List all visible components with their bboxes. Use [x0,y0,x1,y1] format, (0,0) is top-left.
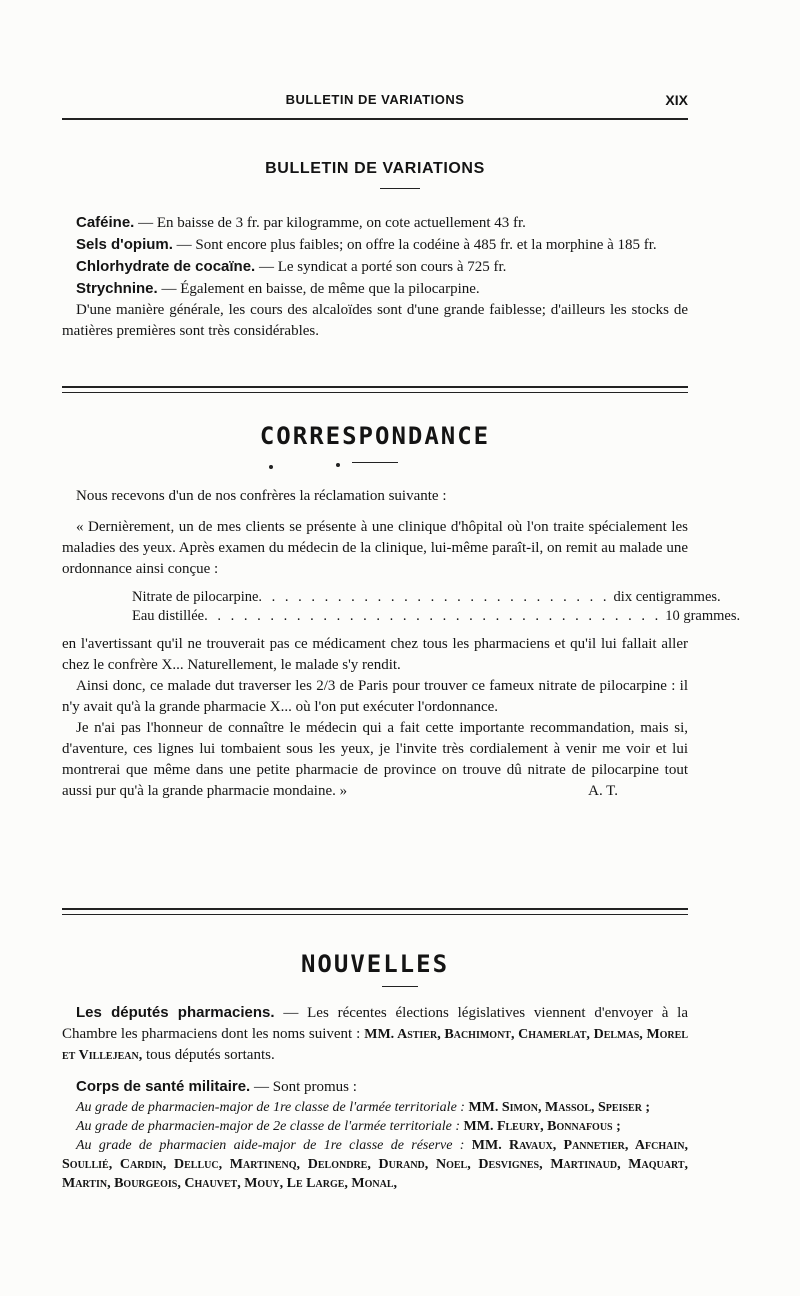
bulletin-heading: BULLETIN DE VARIATIONS [265,160,485,177]
section-divider [62,386,688,388]
news-item: Corps de santé militaire. — Sont promus : [76,1078,357,1095]
section-divider-thin [62,914,688,915]
correspondance-heading: CORRESPONDANCE [259,422,491,450]
bulletin-heading-rule [380,188,420,189]
correspondance-body [62,486,741,802]
nouvelles-heading-rule [382,986,418,987]
running-header [62,92,688,114]
prescription-line: Nitrate de pilocarpine . . . . . . . . . . . . . . . . . . . . . . . . . . . dix centigrammes. [132,589,721,605]
letter-paragraph: Je n'ai pas l'honneur de connaître le médecin qui a fait cette importante recommandation, mais si, d'aventure, ces lignes lui tombaient sous les yeux, je l'invite très cordialement à venir me voir et lui montrerai que même dans une petite pharmacie de province on trouve dû nitrate de pilocarpine tout aussi pur qu'à la grande pharmacie mondaine. » A. T. [62,718,688,802]
signature: A. T. [588,783,618,799]
news-item: Les députés pharmaciens. — Les récentes élections législatives viennent d'envoyer à la Chambre les pharmaciens dont les noms suivent : MM. Astier, Bachimont, Chamerlat, Delmas, Morel et Villejean, tous députés sortants. [62,1004,688,1063]
bulletin-item: Sels d'opium. — Sont encore plus faibles; on offre la codéine à 485 fr. et la morphine à 185 fr. [76,236,657,253]
bulletin-item: Chlorhydrate de cocaïne. — Le syndicat a porté son cours à 725 fr. [76,258,507,275]
correspondance-intro: Nous recevons d'un de nos confrères la réclamation suivante : [76,488,447,504]
ornament-dot [336,463,340,467]
page-number: XIX [665,92,688,108]
letter-paragraph: en l'avertissant qu'il ne trouverait pas ce médicament chez tous les pharmaciens et qu'il lui fallait aller chez le confrère X... Naturellement, le malade s'y rendit. [62,636,688,673]
prescription [62,588,741,626]
section-divider [62,908,688,910]
promotion: Au grade de pharmacien aide-major de 1re classe de réserve : MM. Ravaux, Pannetier, Afchain, Soullié, Cardin, Delluc, Martinenq, Delondre, Durand, Noel, Desvignes, Martinaud, Maquart, Martin, Bourgeois, Chauvet, Mouy, Le Large, Monal, [62,1138,688,1191]
letter-paragraph: « Dernièrement, un de mes clients se présente à une clinique d'hôpital où l'on traite spécialement les maladies des yeux. Après examen du médecin de la clinique, lui-même paraît-il, on remit au malade une ordonnance ainsi conçue : [62,519,688,577]
bulletin-item: Caféine. — En baisse de 3 fr. par kilogramme, on cote actuellement 43 fr. [76,214,526,231]
running-header-title: BULLETIN DE VARIATIONS [285,92,465,107]
promotion: Au grade de pharmacien-major de 1re classe de l'armée territoriale : MM. Simon, Massol, Speiser ; [76,1100,651,1115]
bulletin-closing: D'une manière générale, les cours des alcaloïdes sont d'une grande faiblesse; d'ailleurs les stocks de matières premières sont très considérables. [62,302,688,339]
header-rule [62,118,688,120]
correspondance-heading-rule [352,462,398,463]
letter-paragraph: Ainsi donc, ce malade dut traverser les 2/3 de Paris pour trouver ce fameux nitrate de pilocarpine : il n'y avait qu'à la grande pharmacie X... où l'on put exécuter l'ordonnance. [62,678,688,715]
nouvelles-heading: NOUVELLES [300,950,450,978]
bulletin-item: Strychnine. — Également en baisse, de même que la pilocarpine. [76,280,480,297]
ornament-dot [269,465,273,469]
promotion: Au grade de pharmacien-major de 2e classe de l'armée territoriale : MM. Fleury, Bonnafous ; [76,1119,621,1134]
section-divider-thin [62,392,688,393]
nouvelles-body [62,1002,688,1193]
prescription-line: Eau distillée . . . . . . . . . . . . . . . . . . . . . . . . . . . . . . . . . . . 10 grammes. [132,608,741,624]
bulletin-body [62,212,688,342]
